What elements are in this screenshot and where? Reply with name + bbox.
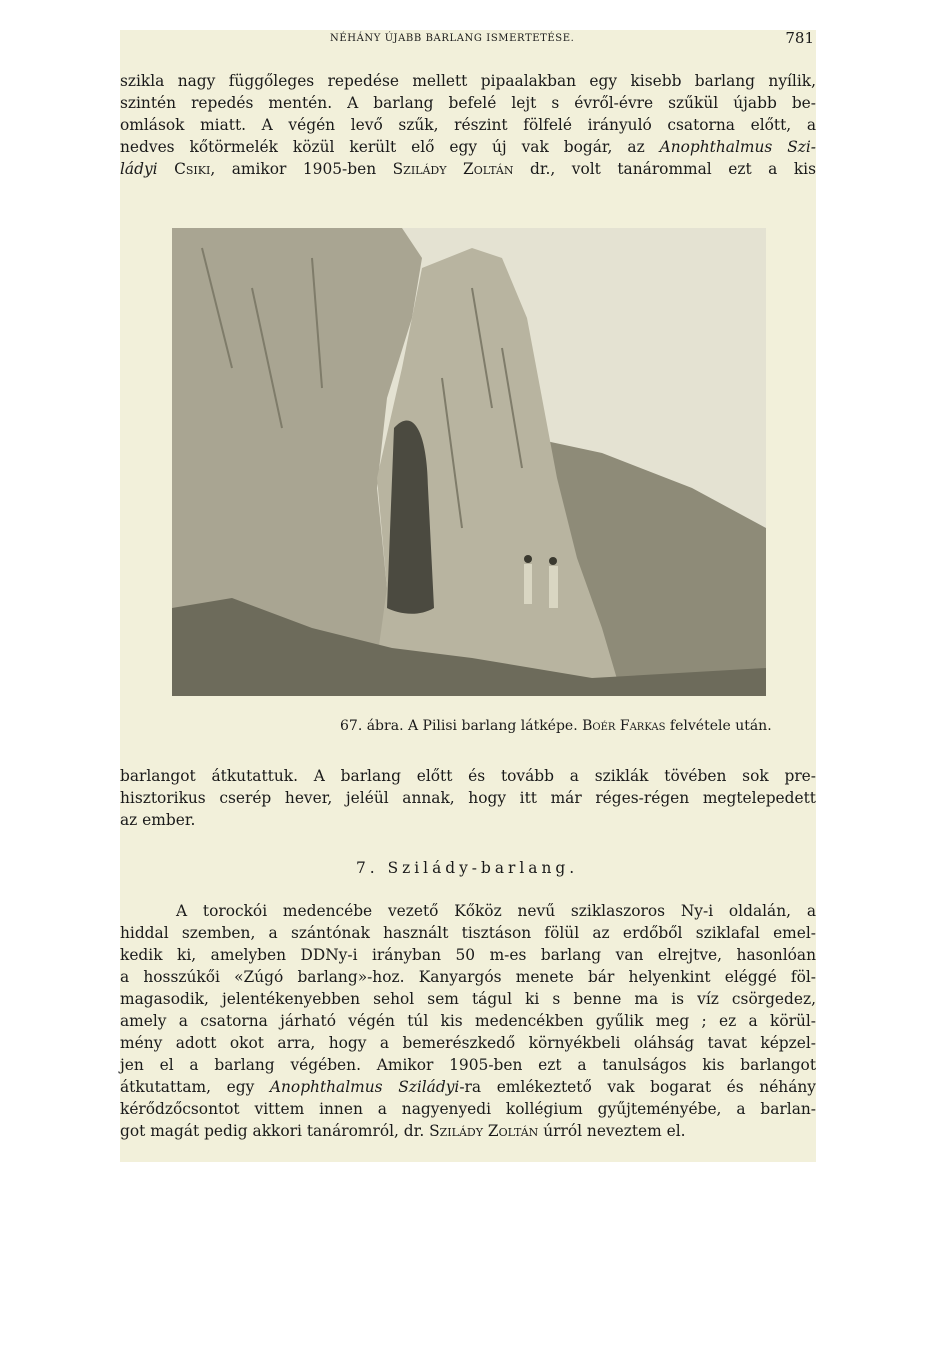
- running-head: [120, 30, 816, 50]
- text-run: -ra emlékeztető vak bogarat és néhány: [459, 1078, 817, 1096]
- author-name: Csiki: [157, 160, 211, 178]
- text-line: szintén repedés mentén. A barlang befelé lejt s évről-évre szűkül újabb be-: [120, 94, 816, 112]
- text-run: dr., volt tanárommal ezt a kis: [513, 160, 816, 178]
- running-title: NÉHÁNY ÚJABB BARLANG ISMERTETÉSE.: [330, 33, 575, 44]
- text-line: [120, 136, 816, 158]
- figure-person: [524, 564, 532, 604]
- species-name: Anophthalmus Szi-: [659, 138, 816, 156]
- text-run: átkutattam, egy: [120, 1078, 270, 1096]
- text-line: barlangot átkutattuk. A barlang előtt és tovább a sziklák tövében sok pre-: [120, 767, 816, 785]
- text-line: amely a csatorna járható végén túl kis medencékben gyűlik meg ; ez a körül-: [120, 1012, 816, 1030]
- text-line: mény adott okot arra, hogy a bemerészkedő környékbeli oláhság tavat képzel-: [120, 1034, 816, 1052]
- paragraph-1: [120, 70, 816, 180]
- caption-text: felvétele után.: [665, 718, 772, 734]
- figure-caption: [340, 718, 772, 734]
- text-line: magasodik, jelentékenyebben sehol sem tágul ki s benne ma is víz csörgedez,: [120, 990, 816, 1008]
- text-line: a hosszúkői «Zúgó barlang»-hoz. Kanyargós menete bár helyenkint eléggé föl-: [120, 968, 816, 986]
- text-run: got magát pedig akkori tanáromról, dr.: [120, 1122, 430, 1140]
- photo-illustration: [172, 228, 766, 696]
- text-line: szikla nagy függőleges repedése mellett pipaalakban egy kisebb barlang nyílik,: [120, 72, 816, 90]
- text-run: , amikor 1905-ben: [210, 160, 393, 178]
- text-line: hisztorikus cserép hever, jeléül annak, hogy itt már réges-régen megtelepedett: [120, 789, 816, 807]
- person-name: Szilády Zoltán: [429, 1122, 539, 1140]
- page-number: 781: [785, 29, 814, 47]
- text-line: kedik ki, amelyben DDNy-i irányban 50 m-es barlang van elrejtve, hasonlóan: [120, 946, 816, 964]
- text-line: az ember.: [120, 811, 196, 829]
- photographer-name: Boér Farkas: [582, 718, 666, 734]
- section-heading: 7. Szilády-barlang.: [356, 859, 579, 877]
- text-line: [120, 158, 816, 180]
- text-line: hiddal szemben, a szántónak használt tisztáson fölül az erdőből sziklafal emel-: [120, 924, 816, 942]
- text-line: [120, 1120, 816, 1142]
- text-line: kérődzőcsontot vittem innen a nagyenyedi kollégium gyűjteményébe, a barlan-: [120, 1100, 816, 1118]
- species-name: Anophthalmus Sziládyi: [269, 1078, 460, 1096]
- text-line: omlások miatt. A végén levő szűk, részint fölfelé irányuló csatorna előtt, a: [120, 116, 816, 134]
- caption-text: 67. ábra. A Pilisi barlang látképe.: [340, 718, 583, 734]
- figure-head: [524, 555, 532, 563]
- species-name: ládyi: [120, 160, 158, 178]
- figure-head: [549, 557, 557, 565]
- text-line: [120, 1076, 816, 1098]
- text-line: jen el a barlang végében. Amikor 1905-ben ezt a tanulságos kis barlangot: [120, 1056, 816, 1074]
- person-name: Szilády Zoltán: [392, 160, 514, 178]
- text-run: úrról neveztem el.: [538, 1122, 686, 1140]
- cave-photograph: [172, 228, 766, 696]
- scanned-page: [120, 30, 816, 1162]
- paragraph-2: [120, 765, 816, 831]
- text-run: nedves kőtörmelék közül került elő egy új vak bogár, az: [120, 138, 660, 156]
- paragraph-3: [120, 900, 816, 1142]
- figure-person: [549, 566, 558, 608]
- text-line: A torockói medencébe vezető Kőköz nevű sziklaszoros Ny-i oldalán, a: [176, 902, 816, 920]
